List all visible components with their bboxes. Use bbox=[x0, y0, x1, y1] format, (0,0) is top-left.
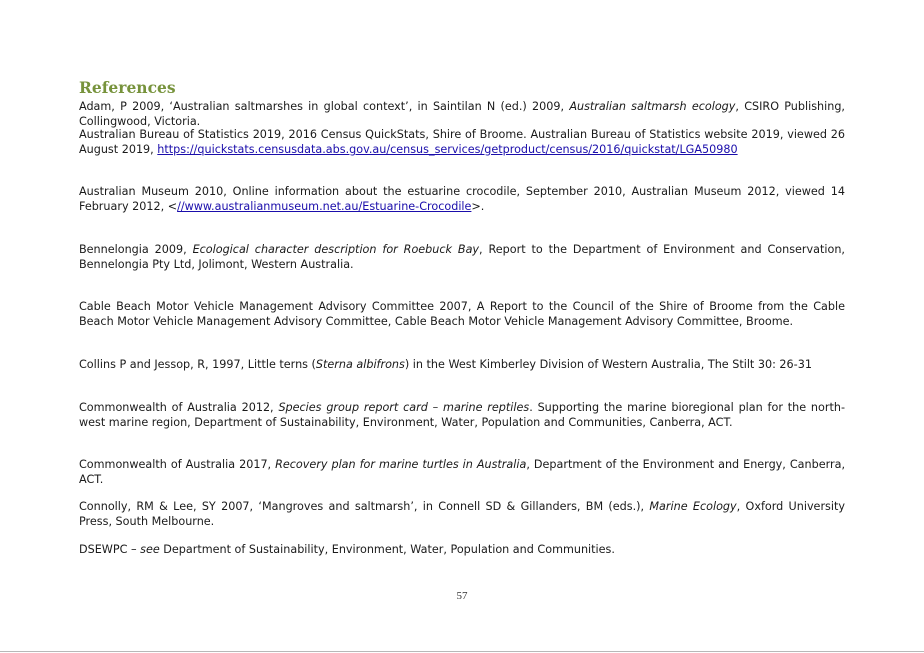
reference-entry: Australian Museum 2010, Online information about the estuarine crocodile, September 2010, Australian Museum 2012, viewed 14 February 2012, <//www.australianmuseum.net.au/Estuarine-Crocodile>. bbox=[79, 185, 845, 213]
references-heading: References bbox=[79, 78, 176, 97]
page-bottom-divider bbox=[0, 651, 924, 652]
reference-entry: Australian Bureau of Statistics 2019, 2016 Census QuickStats, Shire of Broome. Australian Bureau of Statistics website 2019, viewed 26 August 2019, https://quickstats.censusdata.abs.gov.au/census_services/getproduct/census/2016/quickstat/LGA50980 bbox=[79, 128, 845, 156]
reference-entry: DSEWPC – see Department of Sustainability, Environment, Water, Population and Communities. bbox=[79, 543, 615, 556]
reference-entry: Connolly, RM & Lee, SY 2007, ‘Mangroves and saltmarsh’, in Connell SD & Gillanders, BM (eds.), Marine Ecology, Oxford University Press, South Melbourne. bbox=[79, 500, 845, 528]
page-number: 57 bbox=[456, 590, 468, 602]
abs-quickstats-link[interactable]: https://quickstats.censusdata.abs.gov.au/census_services/getproduct/census/2016/quickstat/LGA50980 bbox=[157, 143, 738, 156]
reference-entry: Commonwealth of Australia 2017, Recovery plan for marine turtles in Australia, Department of the Environment and Energy, Canberra, ACT. bbox=[79, 458, 846, 486]
reference-entry: Collins P and Jessop, R, 1997, Little terns (Sterna albifrons) in the West Kimberley Division of Western Australia, The Stilt 30: 26-31 bbox=[79, 358, 812, 371]
australian-museum-link[interactable]: //www.australianmuseum.net.au/Estuarine-Crocodile bbox=[177, 200, 472, 213]
reference-entry: Bennelongia 2009, Ecological character description for Roebuck Bay, Report to the Department of Environment and Conservation, Bennelongia Pty Ltd, Jolimont, Western Australia. bbox=[79, 243, 845, 271]
reference-entry: Adam, P 2009, ‘Australian saltmarshes in global context’, in Saintilan N (ed.) 2009, Australian saltmarsh ecology, CSIRO Publishing, Collingwood, Victoria. bbox=[79, 100, 845, 128]
reference-entry: Commonwealth of Australia 2012, Species group report card – marine reptiles. Supporting the marine bioregional plan for the north-west marine region, Department of Sustainability, Environment, Water, Population and Communities, Canberra, ACT. bbox=[79, 401, 845, 429]
reference-entry: Cable Beach Motor Vehicle Management Advisory Committee 2007, A Report to the Council of the Shire of Broome from the Cable Beach Motor Vehicle Management Advisory Committee, Cable Beach Motor Vehicle Management Advisory Committee, Broome. bbox=[79, 300, 845, 328]
